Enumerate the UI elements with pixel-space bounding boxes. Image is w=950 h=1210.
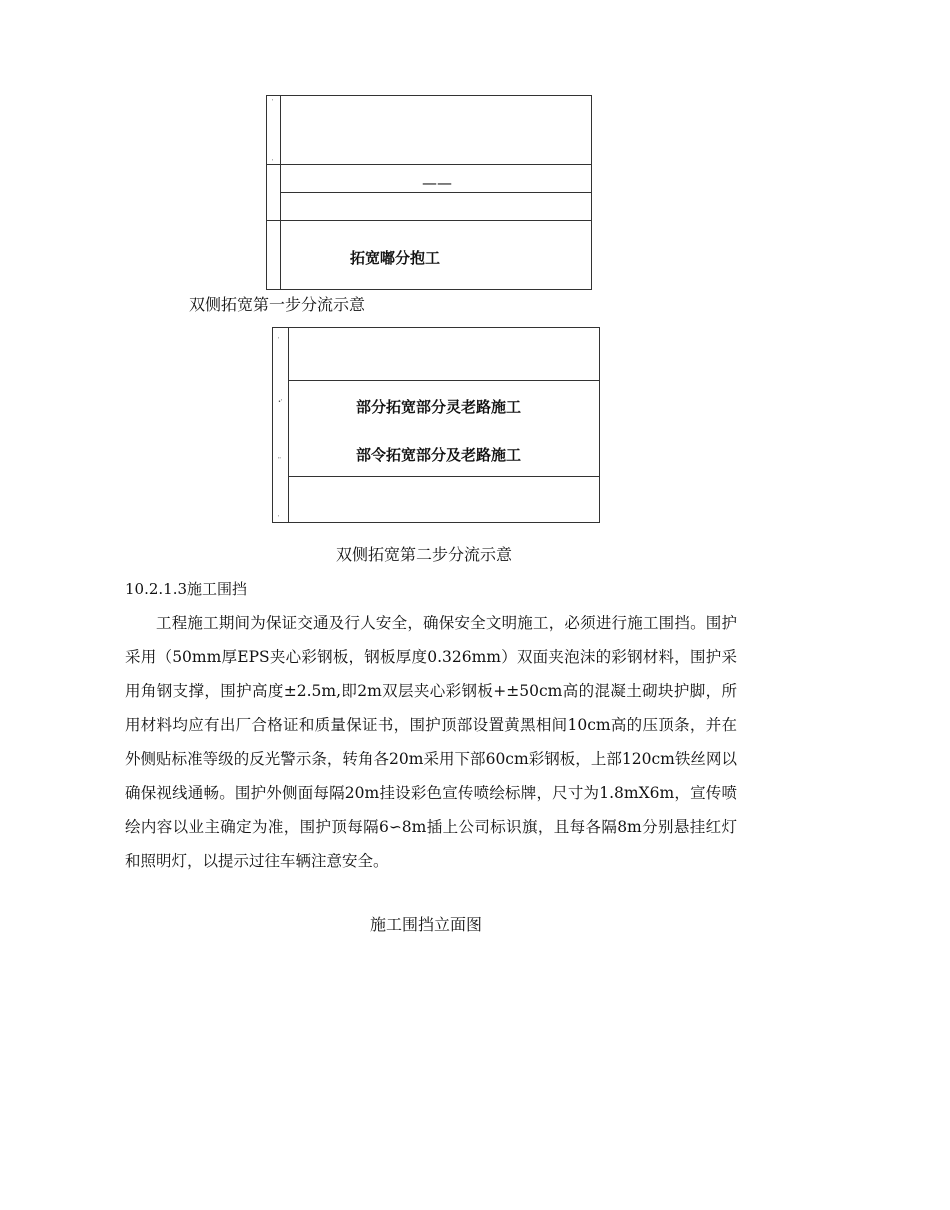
figure-1-divider-2 — [280, 192, 591, 193]
figure-2-mark-2: •' — [278, 399, 283, 405]
enclosure-figure-caption: 施工围挡立面图 — [370, 915, 483, 934]
figure-2-divider-2 — [288, 476, 599, 477]
figure-1-dash: —— — [422, 174, 452, 192]
figure-1-label: 拓宽嘟分抱工 — [350, 249, 441, 267]
figure-1-caption: 双侧拓宽第一步分流示意 — [189, 295, 366, 314]
figure-1-mark-2: ' — [272, 159, 274, 165]
figure-2-divider-1 — [288, 380, 599, 381]
section-paragraph: 工程施工期间为保证交通及行人安全，确保安全文明施工，必须进行施工围挡。围护采用（50mm厚EPS夹心彩钢板，钢板厚度0.326mm）双面夹泡沫的彩钢材料，围护采用角钢支撑，围护高度±2.5m,即2m双层夹心彩钢板+±50cm高的混凝土砌块护脚，所用材料均应有出厂合格证和质量保证书，围护顶部设置黄黑相间10cm高的压顶条，并在外侧贴标准等级的反光警示条，转角各20m采用下部60cm彩钢板，上部120cm铁丝网以确保视线通畅。围护外侧面每隔20m挂设彩色宣传喷绘标牌，尺寸为1.8mX6m，宣传喷绘内容以业主确定为准，围护顶每隔6∽8m插上公司标识旗，且每各隔8m分别悬挂红灯和照明灯，以提示过往车辆注意安全。 — [125, 614, 737, 870]
figure-2-left-column — [273, 328, 289, 522]
figure-2-mark-3: '' — [278, 457, 281, 463]
figure-2-mark-1: ' — [278, 337, 280, 343]
figure-1-mark-1: ' — [272, 99, 274, 105]
figure-1-diagram — [266, 95, 592, 290]
figure-2-diagram — [272, 327, 600, 523]
figure-2-caption: 双侧拓宽第二步分流示意 — [336, 545, 513, 564]
figure-1-divider-1 — [267, 164, 591, 165]
figure-1-left-column — [267, 96, 281, 289]
figure-2-label-b: 部令拓宽部分及老路施工 — [356, 446, 522, 464]
figure-1-divider-3 — [267, 220, 591, 221]
section-heading: 10.2.1.3施工围挡 — [125, 580, 248, 598]
figure-2-mark-4: ' — [278, 515, 280, 521]
figure-2-label-a: 部分拓宽部分灵老路施工 — [356, 398, 522, 416]
